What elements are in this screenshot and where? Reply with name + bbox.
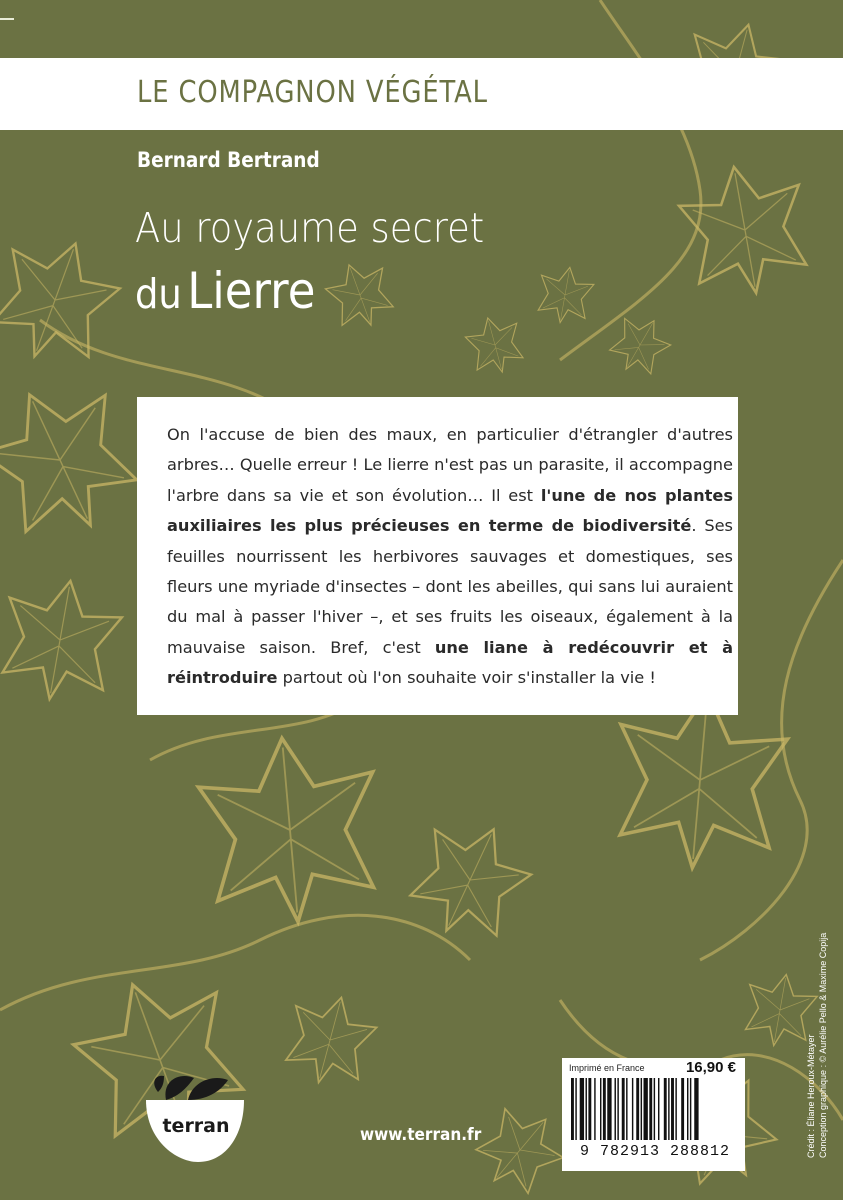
blurb-part-1: On l'accuse de bien des maux, en particulier d'étrangler d'autres arbres… Quelle erreur ! Le lierre n'est pas un parasite, il accompagne l'arbre dans sa vie et son évolution… Il est (167, 425, 733, 505)
barcode-panel (562, 1058, 745, 1171)
credit-photo: Crédit : Éliane Heroux-Métayer (806, 1034, 816, 1158)
barcode-bar (681, 1078, 684, 1140)
barcode-bar (588, 1078, 591, 1140)
terran-logo (136, 1070, 248, 1170)
barcode-bar (644, 1078, 648, 1140)
collection-name: LE COMPAGNON VÉGÉTAL (137, 75, 488, 110)
barcode-bar (586, 1078, 587, 1140)
book-title-line1: Au royaume secret (135, 204, 485, 252)
barcode-bar (617, 1078, 618, 1140)
author-name: Bernard Bertrand (137, 148, 320, 172)
barcode-bar (632, 1078, 633, 1140)
barcode-bar (575, 1078, 576, 1140)
barcode-bar (654, 1078, 655, 1140)
book-title-du: du (135, 270, 182, 318)
blurb-text (167, 420, 733, 694)
credits (805, 933, 829, 1158)
book-title-line2 (135, 262, 335, 320)
blurb-box (137, 397, 738, 715)
publisher-website[interactable]: www.terran.fr (360, 1125, 482, 1145)
crop-mark (0, 18, 14, 20)
barcode-bar (580, 1078, 584, 1140)
barcode-bar (594, 1078, 595, 1140)
isbn-number: 9 782913 288812 (579, 1143, 731, 1160)
barcode-bar (694, 1078, 698, 1140)
barcode-bar (603, 1078, 606, 1140)
blurb-bold-1: l'une de nos plantes auxiliaires les plus précieuses en terme de biodiversité (167, 485, 733, 536)
barcode-bar (671, 1078, 674, 1140)
barcode-bar (622, 1078, 625, 1140)
barcode-bar (641, 1078, 642, 1140)
barcode-bar (600, 1078, 601, 1140)
barcode-bar (690, 1078, 691, 1140)
barcode-bar (571, 1078, 574, 1140)
barcode-bar (649, 1078, 652, 1140)
barcode-bar (668, 1078, 669, 1140)
barcode-bar (607, 1078, 611, 1140)
barcode-bar (664, 1078, 667, 1140)
barcode-bar (636, 1078, 639, 1140)
barcode-bar (626, 1078, 627, 1140)
credit-design: Conception graphique : © Aurélie Pello & Maxime Copija (818, 932, 828, 1158)
blurb-part-2: . Ses feuilles nourrissent les herbivores sauvages et domestiques, ses fleurs une myriade d'insectes – dont les abeilles, qui sans lui auraient du mal à passer l'hiver –, et ses fruits les oiseaux, également à la mauvaise saison. Bref, c'est (167, 516, 733, 657)
barcode-bar (658, 1078, 659, 1140)
barcode-bar (675, 1078, 676, 1140)
blurb-bold-2: une liane à redécouvrir et à réintroduire (167, 637, 733, 688)
book-title-lierre: Lierre (187, 262, 316, 320)
price-label: 16,90 € (685, 1059, 736, 1076)
printed-in-label: Imprimé en France (569, 1063, 645, 1073)
barcode-bar (687, 1078, 688, 1140)
barcode-bar (615, 1078, 616, 1140)
blurb-part-3: partout où l'on souhaite voir s'installer la vie ! (277, 668, 656, 688)
logo-wordmark: terran (162, 1115, 230, 1137)
barcode-bars (569, 1078, 741, 1140)
